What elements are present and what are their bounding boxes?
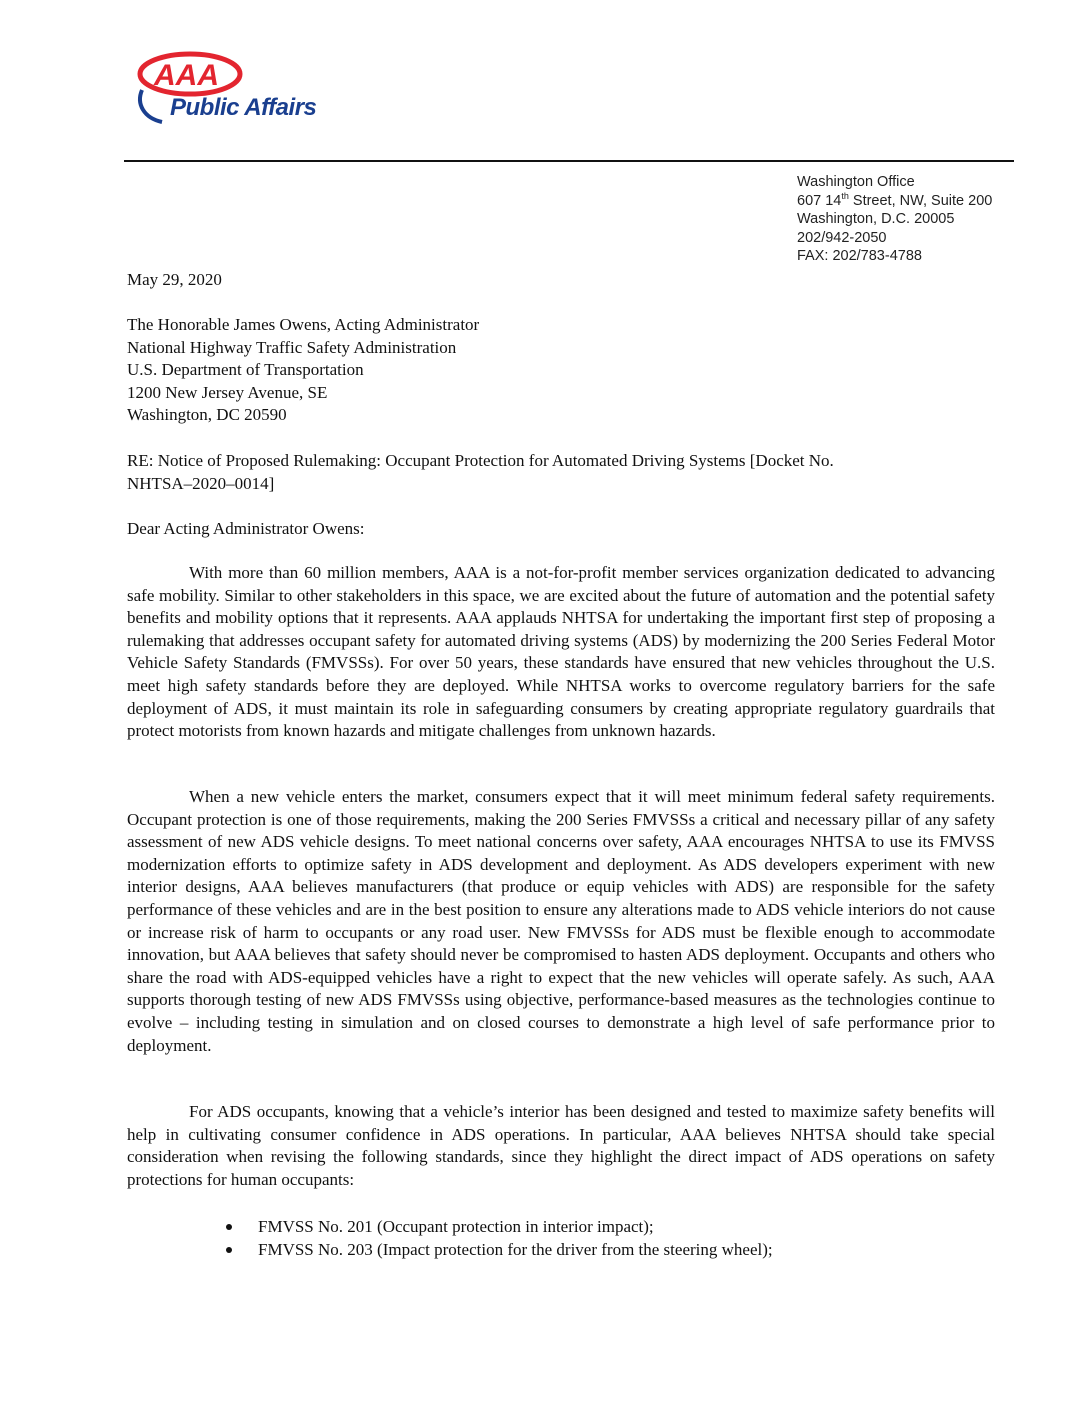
recipient-line: The Honorable James Owens, Acting Administrator <box>127 315 480 334</box>
recipient-line: 1200 New Jersey Avenue, SE <box>127 382 328 402</box>
bullet-icon <box>226 1247 232 1253</box>
office-name: Washington Office <box>797 174 915 190</box>
list-item: FMVSS No. 203 (Impact protection for the driver from the steering wheel); <box>226 1238 773 1261</box>
office-phone: 202/942-2050 <box>797 229 887 246</box>
recipient-line: U.S. Department of Transportation <box>127 360 364 379</box>
letterhead-divider <box>124 160 1014 162</box>
list-item: FMVSS No. 201 (Occupant protection in interior impact); <box>226 1215 773 1238</box>
recipient-address <box>127 314 479 427</box>
subject-line-1: RE: Notice of Proposed Rulemaking: Occupant Protection for Automated Driving Systems [Docket No. <box>127 451 834 470</box>
subject-line <box>127 450 834 495</box>
letter-date: May 29, 2020 <box>127 270 222 289</box>
org-name: Public Affairs <box>170 94 317 121</box>
body-paragraph-1: With more than 60 million members, AAA is a not-for-profit member services organization dedicated to advancing safe mobility. Similar to other stakeholders in this space, we are excited about the future of automation and the potential safety benefits and mobility options that it represents. AAA applauds NHTSA for undertaking the important first step of proposing a rulemaking that addresses occupant safety for automated driving systems (ADS) by modernizing the 200 Series Federal Motor Vehicle Safety Standards (FMVSSs). For over 50 years, these standards have ensured that new vehicles throughout the U.S. meet high safety standards before they are deployed. While NHTSA works to overcome regulatory barriers for the safe deployment of ADS, it must maintain its role in safeguarding consumers by creating appropriate regulatory guardrails that protect motorists from known hazards and mitigate challenges from unknown hazards. <box>127 563 995 741</box>
body-paragraph-3: For ADS occupants, knowing that a vehicle’s interior has been designed and tested to maximize safety benefits will help in cultivating consumer confidence in ADS operations. In particular, AAA believes NHTSA should take special consideration when revising the following standards, since they highlight the direct impact of ADS operations on safety protections for human occupants: <box>127 1102 995 1189</box>
salutation: Dear Acting Administrator Owens: <box>127 519 365 538</box>
bullet-icon <box>226 1224 232 1230</box>
body-paragraph-2: When a new vehicle enters the market, consumers expect that it will meet minimum federal safety requirements. Occupant protection is one of those requirements, making the 200 Series FMVSSs a critical and necessary pillar of any safety assessment of new ADS vehicle designs. To meet national concerns over safety, AAA encourages NHTSA to use its FMVSS modernization efforts to optimize safety in ADS development and deployment. As ADS developers experiment with new interior designs, AAA believes manufacturers (that produce or equip vehicles with ADS) are responsible for the safety performance of these vehicles and are in the best position to ensure any alterations made to ADS vehicle interiors do not cause or increase risk of harm to occupants or any road user. New FMVSSs for ADS must be flexible enough to accommodate innovation, but AAA believes that safety should never be compromised to hasten ADS deployment. Occupants and others who share the road with ADS-equipped vehicles have a right to expect that the new vehicles will operate safely. As such, AAA supports thorough testing of new ADS FMVSSs using objective, performance-based measures as the technologies continue to evolve – including testing in simulation and on closed courses to demonstrate a high level of safe performance prior to deployment. <box>127 787 995 1055</box>
office-city: Washington, D.C. 20005 <box>797 211 955 227</box>
subject-line-2: NHTSA–2020–0014] <box>127 473 275 493</box>
office-address <box>797 173 992 266</box>
office-fax: FAX: 202/783-4788 <box>797 248 922 264</box>
office-street: 607 14th Street, NW, Suite 200 <box>797 190 993 209</box>
recipient-line: National Highway Traffic Safety Administration <box>127 337 457 357</box>
recipient-line: Washington, DC 20590 <box>127 405 287 424</box>
standards-list <box>226 1215 773 1261</box>
logo-letters: AAA <box>154 59 219 92</box>
